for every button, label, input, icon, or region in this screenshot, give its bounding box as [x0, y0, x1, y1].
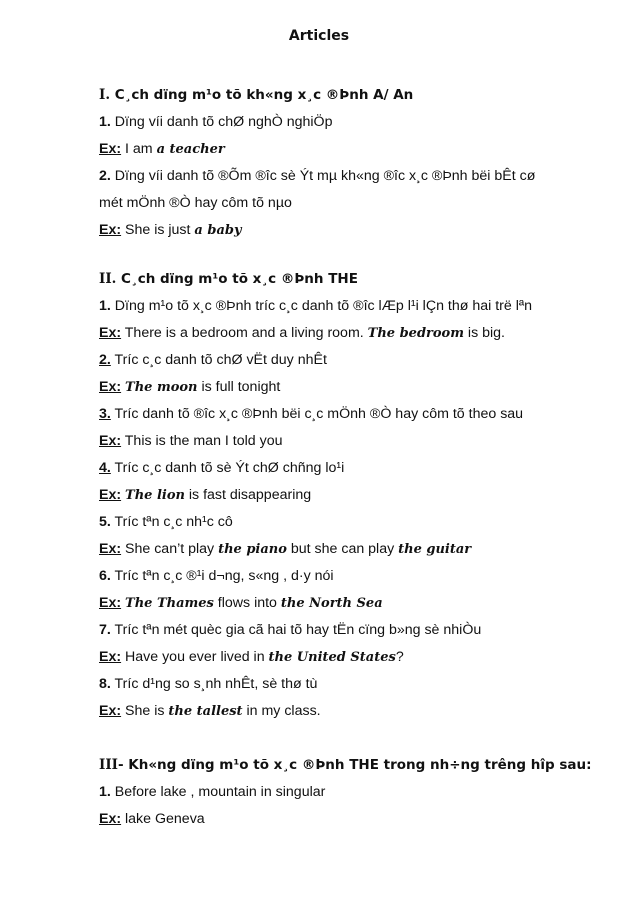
rule-item	[99, 167, 535, 185]
example-text-end: ?	[395, 649, 404, 665]
page-title: Articles	[288, 28, 350, 44]
example-text: She is just	[121, 222, 195, 238]
example-text-end: is big.	[463, 325, 505, 341]
example-text: This is the man I told you	[121, 433, 283, 449]
example-text: lake Geneva	[121, 811, 205, 827]
example-emphasis: The bedroom	[367, 326, 464, 341]
example-text: She can’t play	[121, 541, 219, 557]
example-text-mid: flows into	[213, 595, 281, 611]
example-line	[99, 702, 321, 721]
example-line	[99, 324, 505, 343]
rule-item	[99, 513, 233, 531]
example-label: Ex:	[99, 811, 122, 827]
example-line	[99, 810, 205, 828]
rule-text-continued: mét mÖnh ®Ò hay côm tõ nµo	[99, 195, 292, 211]
example-label: Ex:	[99, 325, 122, 341]
rule-number: 6.	[99, 568, 111, 584]
section-number: III-	[99, 757, 124, 773]
rule-number: 8.	[99, 676, 111, 692]
rule-item	[99, 567, 334, 585]
example-emphasis: the piano	[218, 542, 287, 557]
rule-item	[99, 297, 532, 315]
rule-item	[99, 621, 481, 639]
rule-text: Tríc danh tõ ®îc x¸c ®Þnh bëi c¸c mÖnh ®Ò hay côm tõ theo sau	[110, 406, 524, 422]
rule-text: Dïng víi danh tõ chØ nghÒ nghiÖp	[110, 114, 333, 130]
rule-number: 2.	[99, 352, 111, 368]
example-text: There is a bedroom and a living room.	[121, 325, 368, 341]
section-3-heading	[99, 756, 592, 774]
example-emphasis: The lion	[125, 488, 185, 503]
example-label: Ex:	[99, 595, 122, 611]
section-1-heading	[99, 86, 413, 104]
example-line	[99, 140, 225, 159]
rule-item	[99, 405, 523, 423]
example-emphasis: a baby	[194, 223, 242, 238]
rule-item	[99, 783, 325, 801]
example-emphasis: The Thames	[125, 596, 214, 611]
example-text-end: is fast disappearing	[184, 487, 312, 503]
rule-number: 1.	[99, 784, 111, 800]
example-label: Ex:	[99, 649, 122, 665]
rule-number: 1.	[99, 114, 111, 130]
rule-number: 3.	[99, 406, 111, 422]
rule-item	[99, 459, 344, 477]
rule-number: 2.	[99, 168, 111, 184]
rule-number: 7.	[99, 622, 111, 638]
example-line	[99, 432, 282, 450]
section-title: C¸ch dïng m¹o tõ kh«ng x¸c ®Þnh A/ An	[110, 87, 414, 103]
example-emphasis: the guitar	[398, 542, 472, 557]
example-line	[99, 540, 471, 559]
example-line	[99, 221, 242, 240]
example-emphasis: the tallest	[168, 704, 243, 719]
rule-text: Before lake , mountain in singular	[110, 784, 326, 800]
example-text-end: in my class.	[242, 703, 321, 719]
rule-text: Tríc d¹ng so s¸nh nhÊt, sè thø tù	[110, 676, 318, 692]
example-emphasis: The moon	[125, 380, 198, 395]
example-label: Ex:	[99, 703, 122, 719]
example-text-mid: but she can play	[286, 541, 399, 557]
rule-text: Dïng víi danh tõ ®Õm ®îc sè Ýt mµ kh«ng ®îc x¸c ®Þnh bëi bÊt cø	[110, 168, 536, 184]
example-label: Ex:	[99, 141, 122, 157]
rule-text: Tríc tªn mét quèc gia cã hai tõ hay tËn cïng b»ng sè nhiÒu	[110, 622, 482, 638]
section-2-heading	[99, 270, 358, 288]
example-text-end: is full tonight	[197, 379, 281, 395]
rule-number: 5.	[99, 514, 111, 530]
rule-text: Tríc c¸c danh tõ sè Ýt chØ chñng lo¹i	[110, 460, 345, 476]
example-line	[99, 594, 383, 613]
example-emphasis: the United States	[268, 650, 396, 665]
rule-text: Tríc tªn c¸c ®¹i d¬ng, s«ng , d·y nói	[110, 568, 334, 584]
rule-item	[99, 351, 327, 369]
rule-number: 4.	[99, 460, 111, 476]
example-emphasis: a teacher	[156, 142, 225, 157]
section-number: I.	[99, 87, 111, 103]
example-line	[99, 378, 280, 397]
rule-text: Dïng m¹o tõ x¸c ®Þnh tríc c¸c danh tõ ®îc lÆp l¹i lÇn thø hai trë lªn	[110, 298, 533, 314]
rule-item	[99, 675, 317, 693]
example-emphasis: the North Sea	[280, 596, 383, 611]
example-label: Ex:	[99, 487, 122, 503]
example-label: Ex:	[99, 541, 122, 557]
rule-number: 1.	[99, 298, 111, 314]
rule-item	[99, 113, 332, 131]
example-text: Have you ever lived in	[121, 649, 269, 665]
example-text: She is	[121, 703, 169, 719]
section-title: C¸ch dïng m¹o tõ x¸c ®Þnh THE	[116, 271, 358, 287]
example-text: I am	[121, 141, 157, 157]
section-title: Kh«ng dïng m¹o tõ x¸c ®Þnh THE trong nh÷ng trêng hîp sau:	[123, 757, 592, 773]
example-line	[99, 486, 311, 505]
section-number: II.	[99, 271, 117, 287]
example-label: Ex:	[99, 433, 122, 449]
example-line	[99, 648, 404, 667]
rule-text: Tríc c¸c danh tõ chØ vËt duy nhÊt	[110, 352, 327, 368]
example-label: Ex:	[99, 222, 122, 238]
example-label: Ex:	[99, 379, 122, 395]
rule-text: Tríc tªn c¸c nh¹c cô	[110, 514, 233, 530]
